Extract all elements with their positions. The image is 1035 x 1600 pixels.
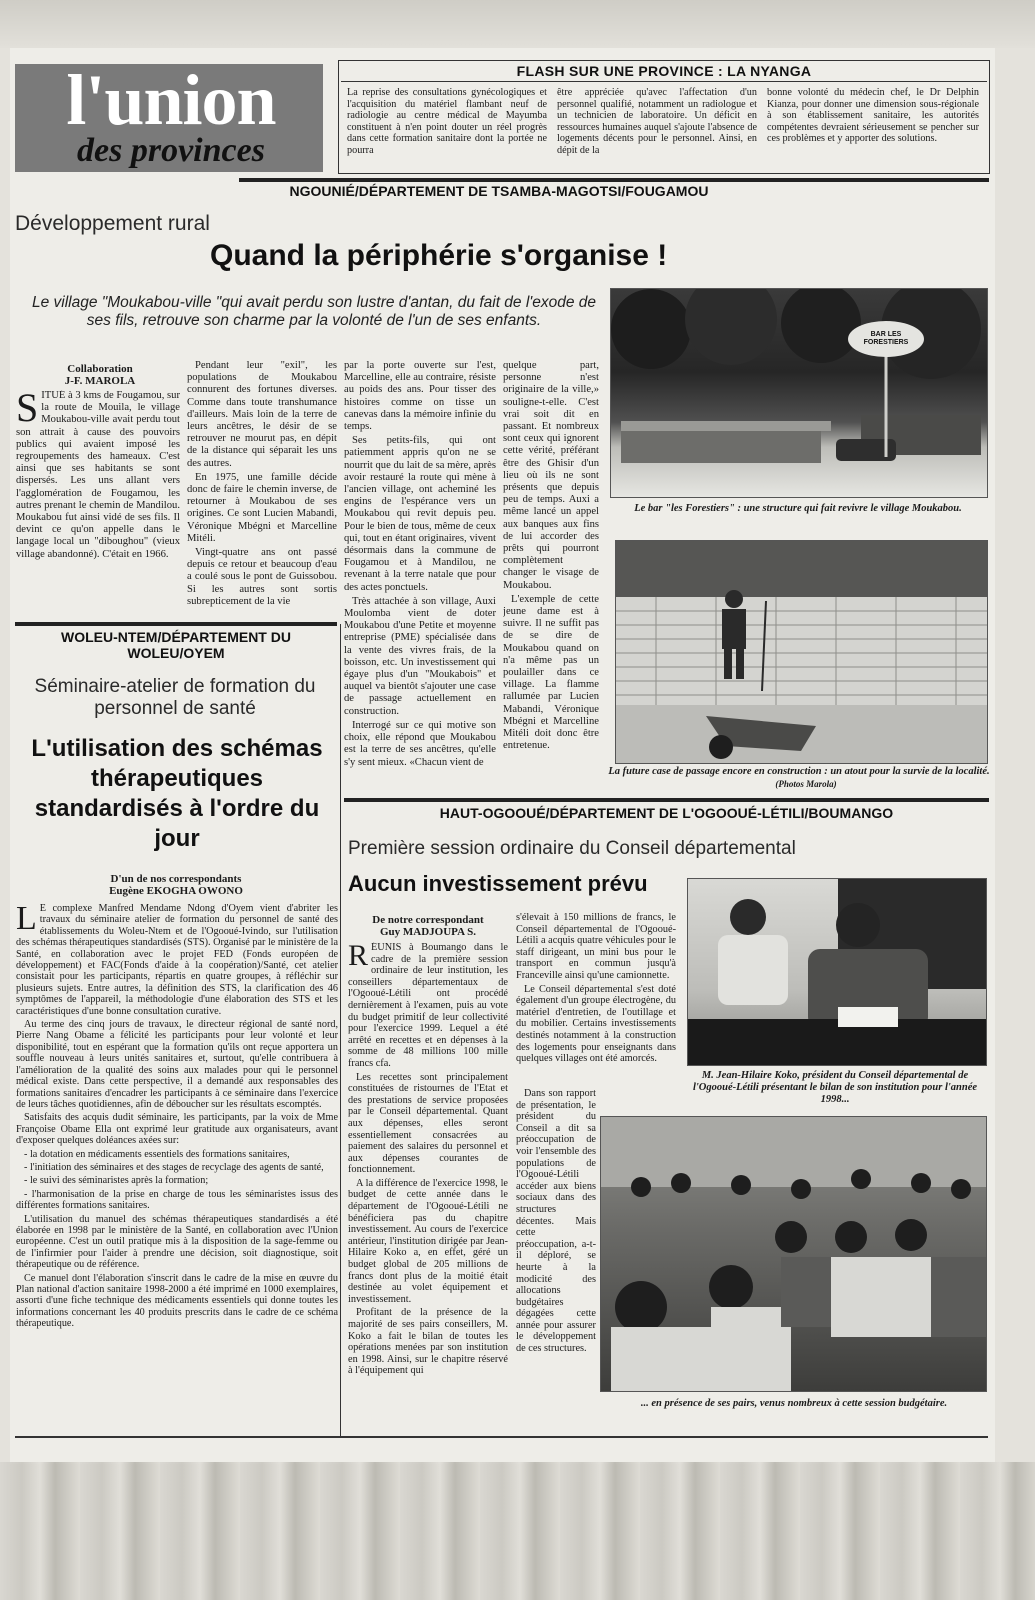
article2-p3: Satisfaits des acquis dudit séminaire, les participants, par la voix de Mme Françoise Obame Ella ont exprimé leur gratitude aux organisateurs, avant d'exposer quelques doléances axées sur: [16,1112,338,1147]
article3-col3-p1: Dans son rapport de présentation, le président du Conseil a dit sa préoccupation de voir l'ensemble des populations de l'Ogooué-Létili accéder aux biens sociaux dans des structures décentes. Mais cette préoccupation, a-t-il déploré, se heurte à la modicité des allocations budgétaires dégagées cette année pour assurer le développement de ces structures. [516,1088,596,1355]
caption-case-de-passage-text: La future case de passage encore en construction : un atout pour la survie de la localité. [608,766,990,777]
article2-p2: Au terme des cinq jours de travaux, le directeur régional de santé nord, Pierre Nang Obame a félicité les participants pour leur volonté et leur disponibilité, tout en espérant que la formation qu'ils ont reçue apportera un souffle nouveau à leurs unités sanitaires et, surtout, qu'elle contribuera à l'amélioration de la qualité des soins aux malades pour qui le personnel médical existe. Dans cette perspective, il a demandé aux responsables des formations sanitaires d'encadrer les participants à ce séminaire dans l'exercice de leurs tâches quotidiennes, afin de déboucher sur les résultats escomptés. [16,1019,338,1110]
article2-p6: - le suivi des séminaristes après la formation; [24,1175,209,1187]
article2-kicker: Séminaire-atelier de formation du personnel de santé [34,676,316,719]
article2-p5: - l'initiation des séminaires et des stages de recyclage des agents de santé, [24,1161,324,1173]
caption-audience: ... en présence de ses pairs, venus nombreux à cette session budgétaire. [640,1398,948,1409]
article2-p1 [16,903,338,1017]
article2-byline [15,873,337,897]
article2-byline-label: D'un de nos correspondants [110,873,242,885]
article1-col2-p1: Pendant leur "exil", les populations de Moukabou connurent des fortunes diverses. Comme dans toute transhumance d'ailleurs. Mais loin de la terre de leurs ancêtres, le désir de se retrouver ne mourut pas, en dépit de la distance qui séparait les uns des autres. [187,360,337,469]
article2-section-line2: WOLEU/OYEM [127,645,225,661]
article2-p8: L'utilisation du manuel des schémas thérapeutiques standardisés a été élaborée en 1998 par le ministère de la Santé, en collaboration avec l'Union européenne. C'est un outil pratique mis à la disposition de la sage-femme ou de l'infirmier pour l'aider à prendre une décision, soit diagnostique, soit thérapeutique ou de référence. [16,1213,338,1271]
article1-col4-p1: quelque part, personne n'est originaire de la ville,» souligne-t-elle. C'est vrai soit dit en passant. Et nombreux sont ceux qui ignorent cette vérité, préférant être des Ghisir d'un lieu où ils ne sont présents que depuis peu de temps. Auxi a même lancé un appel aux banques aux fins de lui accorder des prêts qui pourront complètement changer le visage de Moukabou. [503,360,599,591]
construction-scene-illustration [616,541,987,763]
masthead [15,60,323,172]
article2-p1-text: E complexe Manfred Mendame Ndong d'Oyem vient d'abriter les travaux du séminaire atelier de formation du personnel de santé des établissements du Woleu-Ntem et de l'Ogooué-Ivindo, sur l'utilisation des schémas thérapeutiques standardisés (STS). Organisé par le ministère de la Santé, en collaboration avec le projet FED (Fonds européen de développement) et FAC(Fonds d'aide à la coopération)/Santé, cet atelier consistait pour les participants, répartis en quatre groupes, à réfléchir sur plusieurs sujets. Entre autres, la définition des STS, la clarification des 46 symptômes de l'appareil, la méthodologie d'une élaboration des STS et les caractéristiques d'une bonne consultation curative. [16,903,338,1017]
article1-col-2 [187,360,337,642]
caption-bar-les-forestiers: Le bar "les Forestiers" : une structure qui fait revivre le village Moukabou. [634,503,962,514]
article2-headline: L'utilisation des schémas thérapeutiques standardisés à l'ordre du jour [31,735,323,852]
article1-byline-author: J-F. MAROLA [64,375,136,387]
article2-section [15,629,337,661]
caption-president-koko: M. Jean-Hilaire Koko, président du Conseil départemental de l'Ogooué-Létili présentant le bilan de son institution pour l'année 1998... [692,1070,978,1105]
article1-col-1 [16,390,180,638]
photo-audience [600,1116,987,1392]
flash-col-2: être appréciée qu'avec l'affectation d'un personnel qualifié, notamment un radiologue et un technicien de laboratoire. Un déficit en ressources humaines auquel s'ajoute l'absence de logements décents pour le personnel. Ainsi, en dépit de la [557,87,757,156]
article1-headline: Quand la périphérie s'organise ! [210,239,668,272]
photo-credit: (Photos Marola) [775,779,837,789]
article3-p2: Les recettes sont principalement constituées de ristournes de l'Etat et des prestations de service proposées par le Conseil départemental. Quant aux dépenses, elles seront essentiellement consacrées au paiement des salaires du personnel et aux dépenses courantes de fonctionnement. [348,1071,508,1176]
article3-p3: A la différence de l'exercice 1998, le budget de cette année dans le département de l'Ogooué-Létili ne bénéficiera pas du chapitre investissement. Au cours de l'exercice antérieur, l'institution dirigée par Jean-Hilaire Koko a, en effet, géré un budget global de 205 millions de francs dont plus de la moitié était destinée au volet équipement et investissement. [348,1177,508,1305]
article2-body [16,903,338,1431]
article1-kicker: Développement rural [15,212,210,235]
article3-col-1 [348,942,508,1430]
masthead-subtitle: des provinces [77,132,265,169]
scan-top-margin [0,0,1035,48]
article3-col-3 [516,1088,596,1428]
flash-header: FLASH SUR UNE PROVINCE : LA NYANGA [516,63,812,79]
flash-col-3: bonne volonté du médecin chef, le Dr Delphin Kianza, pour donner une dimension sous-régionale à son établissement sanitaire, les autorités compétentes devraient sérieusement se pencher sur ces problèmes et y apporter des solutions. [767,87,979,145]
article3-headline: Aucun investissement prévu [348,871,648,896]
article3-byline-label: De notre correspondant [372,914,484,926]
article1-section: NGOUNIÉ/DÉPARTEMENT DE TSAMBA-MAGOTSI/FOUGAMOU [289,183,709,199]
article2-dropcap: L [16,903,37,937]
photo-bar-les-forestiers [610,288,988,498]
article1-byline [20,363,180,387]
article1-col-3 [344,360,496,794]
article3-col-2 [516,912,676,1084]
article1-col3-p4: Interrogé sur ce qui motive son choix, elle répond que Moukabou est la terre de ses ancêtres, qu'elle s'y sent mieux. «Chacun vient de [344,719,496,768]
article1-byline-label: Collaboration [67,363,133,375]
flash-box [338,60,990,174]
article3-kicker: Première session ordinaire du Conseil départemental [348,838,796,859]
caption-case-de-passage [608,766,990,791]
article1-col1-text: ITUÉ à 3 kms de Fougamou, sur la route de Mouila, le village Moukabou-ville avait perdu tout son attrait à cause des pouvoirs publics qui avaient imposé les regroupements des hameaux. C'est ainsi que ses habitants se sont dispersés. Les uns allant vers l'agglomération de Fougamou, les autres prenant le chemin de Mandilou. Moukabou fut ainsi vidé de ses fils. Il devint ce qu'on appelle dans le langage local un "diboughou" (vieux village abandonné). C'était en 1966. [16,390,180,560]
article2-p4: - la dotation en médicaments essentiels des formations sanitaires, [24,1148,290,1160]
article2-p9: Ce manuel dont l'élaboration s'inscrit dans le cadre de la mise en œuvre du Plan national d'action sanitaire 1998-2000 a été imprimé en 1000 exemplaires, assorti d'une fiche technique des médicaments essentiels qui donne toutes les informations concernant les 40 produits prescrits dans le cadre de ce schéma thérapeutique. [16,1272,338,1330]
president-scene-illustration [688,879,986,1065]
article1-col3-p2: Ses petits-fils, qui ont patiemment appris qu'on ne se nourrit que du lait de sa mère, après avoir restauré la route qui mène à l'ancien village, ont acheminé les engins de l'espérance vers un Moukabou qui revit depuis peu. Pour le bien de tous, même de ceux qui, tout en étant originaires, vivent désormais dans la commune de Fougamou et à Mandilou, ne revenant à la terre natale que pour des actes ponctuels. [344,435,496,593]
article1-col3-p1: par la porte ouverte sur l'est, Marcelline, elle au contraire, résiste au poids des ans. Pour tisser des histoires comme on tisse un canevas dans la mémoire infinie du temps. [344,360,496,433]
article1-col2-p2: En 1975, une famille décide donc de faire le chemin inverse, de retourner à Moukabou de ses origines. Ce sont Lucien Mabandi, Véronique Mbégni et Marcelline Mitéli. [187,471,337,544]
article3-byline-author: Guy MADJOUPA S. [379,926,477,938]
article1-lead: Le village "Moukabou-ville "qui avait perdu son lustre d'antan, du fait de l'exode de ses fils, retrouve son charme par la volonté de l'un de ses enfants. [31,294,597,329]
bar-sign-text: BAR LES FORESTIERS [863,331,909,346]
article1-col3-p3: Très attachée à son village, Auxi Moulomba vient de doter Moukabou d'une Petite et moyenne entreprise (PME) spécialisée dans la vente des vivres frais, de la boisson, etc. Un investissement qui égaye plus d'un "Moukabois" et auquel va bientôt s'ajouter une case de passage actuellement en construction. [344,595,496,717]
article3-section: HAUT-OGOOUÉ/DÉPARTEMENT DE L'OGOOUÉ-LÉTILI/BOUMANGO [439,805,894,821]
article2-byline-author: Eugène EKOGHA OWONO [109,885,243,897]
article1-col-4 [503,360,599,794]
article3-col2-p1: s'élevait à 150 millions de francs, le Conseil départemental de l'Ogooué-Létili a acquis quatre véhicules pour le staff dirigeant, un mini bus pour le transport en commun jusqu'à Franceville ainsi qu'une camionnette. [516,912,676,981]
article1-dropcap: S [16,390,39,430]
article3-dropcap: R [348,942,369,972]
article3-byline [348,914,508,938]
article1-col4-p2: L'exemple de cette jeune dame est à suivre. Il ne suffit pas de se dire de Moukabou quand on n'a même pas un poulailler dans ce village. La flamme rallumée par Lucien Mabandi, Véronique Mbégni et Marcelline Mitéli doit donc être entretenue. [503,593,599,752]
article2-section-line1: WOLEU-NTEM/DÉPARTEMENT DU [61,629,291,645]
article3-p1-text: ÉUNIS à Boumango dans le cadre de la première session ordinaire de leur institution, les conseillers départementaux de l'Ogooué-Létili ont procédé dernièrement à l'examen, puis au vote du budget primitif de leur collectivité pour l'exercice 1999. Lequel a été arrêté en recettes et en dépenses à la somme de 48 millions 100 mille francs cfa. [348,942,508,1069]
flash-col-1: La reprise des consultations gynécologiques et l'acquisition du matériel flambant neuf de radiologie au centre médical de Mayumba constituent à n'en point douter un réel progrès dans cette formation sanitaire dont la portée ne pourra [347,87,547,156]
audience-scene-illustration [601,1117,986,1391]
masthead-title: l'union [66,60,276,140]
article3-p4: Profitant de la présence de la majorité de ses pairs conseillers, M. Koko a fait le bilan de toutes les opérations menées par son institution en 1998. Ainsi, sur le chapitre réservé à l'équipement qui [348,1307,508,1377]
article2-p7: - l'harmonisation de la prise en charge de tous les séminaristes issus des différentes formations sanitaires. [16,1188,338,1212]
article1-col2-p3: Vingt-quatre ans ont passé depuis ce retour et beaucoup d'eau a coulé sous le pont de Guissobou. Si les autres sont sortis subrepticement de la vie [187,547,337,607]
bar-scene-illustration [611,289,987,497]
newspaper-page [10,48,995,1464]
photo-case-de-passage [615,540,988,764]
article3-col2-p2: Le Conseil départemental s'est doté également d'un groupe électrogène, du matériel d'entretien, de l'outillage et du mobilier. Certains investissements destinés notamment à la construction des logements pour enseignants dans quelques villages ont été amorcés. [516,983,676,1065]
article3-p1 [348,942,508,1070]
photo-president-koko [687,878,987,1066]
scan-bottom-margin [0,1462,1035,1600]
